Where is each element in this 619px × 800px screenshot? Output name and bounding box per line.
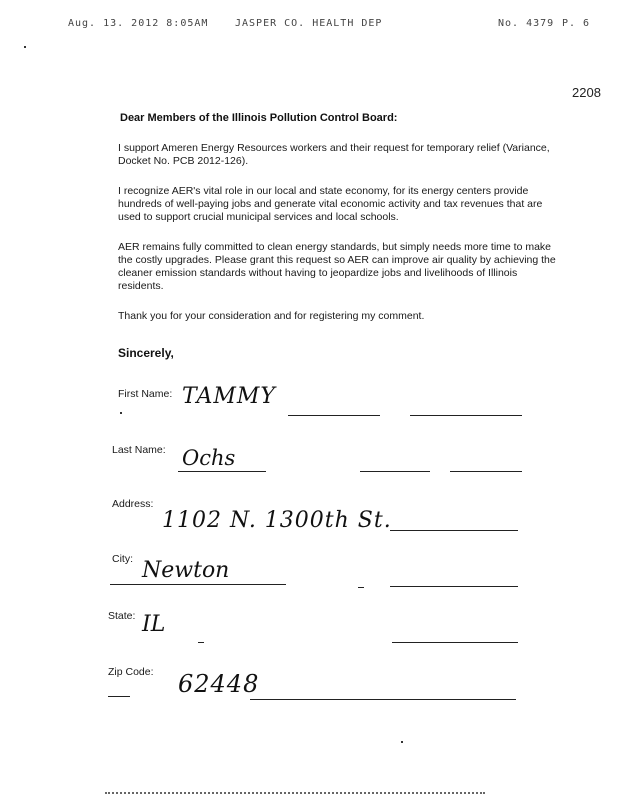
state-value: IL <box>142 612 166 637</box>
paragraph-1: I support Ameren Energy Resources workers and their request for temporary relief (Variance, Docket No. PCB 2012-126). <box>118 142 550 167</box>
zip-code-value: 62448 <box>178 670 260 698</box>
city-value: Newton <box>142 558 230 583</box>
first-name-blank-1 <box>288 415 380 416</box>
first-name-value: TAMMY <box>182 384 276 409</box>
zip-code-label: Zip Code: <box>108 666 154 678</box>
last-name-underline <box>178 471 266 472</box>
first-name-label: First Name: <box>118 388 173 400</box>
fax-datetime: Aug. 13. 2012 8:05AM <box>68 18 209 29</box>
state-mark <box>198 642 204 643</box>
zip-blank <box>250 699 516 700</box>
cut-off-footer <box>105 792 485 797</box>
state-label: State: <box>108 610 136 622</box>
first-name-blank-2 <box>410 415 522 416</box>
last-name-blank-2 <box>450 471 522 472</box>
salutation: Dear Members of the Illinois Pollution Control Board: <box>120 112 398 124</box>
last-name-blank-1 <box>360 471 430 472</box>
state-blank <box>392 642 518 643</box>
paragraph-4: Thank you for your consideration and for registering my comment. <box>118 310 425 322</box>
city-underline <box>110 584 286 585</box>
address-label: Address: <box>112 498 154 510</box>
page-number: 2208 <box>572 85 601 100</box>
fax-page-count: P. 6 <box>562 18 591 29</box>
city-label: City: <box>112 553 133 565</box>
paragraph-3: AER remains fully committed to clean energy standards, but simply needs more time to make the costly upgrades. Please grant this request so AER can improve air quality by achieving the cleaner emission standards without having to jeopardize jobs and livelihoods of Illinois residents. <box>118 241 556 292</box>
city-blank <box>390 586 518 587</box>
address-value: 1102 N. 1300th St. <box>162 508 392 533</box>
scan-speck <box>401 741 403 743</box>
last-name-value: Ochs <box>182 446 236 470</box>
address-blank <box>390 530 518 531</box>
paragraph-2: I recognize AER's vital role in our local and state economy, for its energy centers provide hundreds of well-paying jobs and generate vital economic activity and tax revenues that are used to support crucial municipal services and local schools. <box>118 185 543 223</box>
last-name-label: Last Name: <box>112 444 166 456</box>
closing: Sincerely, <box>118 346 174 360</box>
scan-speck <box>120 412 122 414</box>
scan-speck <box>24 46 26 48</box>
city-mark <box>358 587 364 588</box>
zip-mark <box>108 696 130 697</box>
fax-sender: JASPER CO. HEALTH DEP <box>235 18 383 29</box>
fax-number: No. 4379 <box>498 18 555 29</box>
